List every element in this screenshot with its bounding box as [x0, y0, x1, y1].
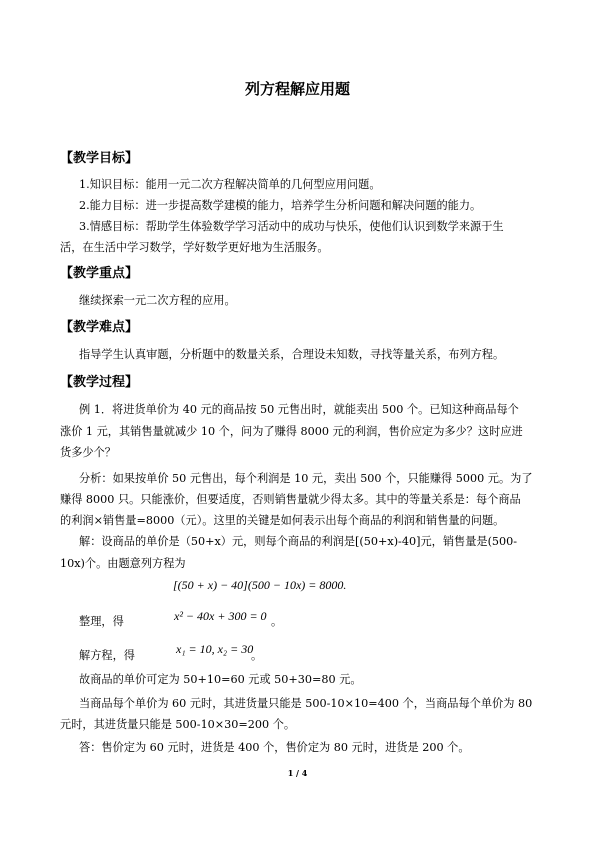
page-number: 1 / 4	[287, 768, 308, 778]
process-line: 的利润×销售量=8000（元）。这里的关键是如何表示出每个商品的利润和销售量的问题。	[60, 514, 505, 527]
page-title: 列方程解应用题	[244, 80, 350, 98]
goal-line: 3.情感目标：帮助学生体验数学学习活动中的成功与快乐，使他们认识到数学来源于生	[79, 220, 504, 233]
equation-3-period: 。	[251, 649, 263, 662]
answer-line: 答：售价定为 60 元时，进货是 400 个，售价定为 80 元时，进货是 200 个。	[79, 741, 470, 754]
process-line: 赚得 8000 只。只能涨价，但要适度，否则销售量就少得太多。其中的等量关系是：每个商品	[60, 493, 521, 506]
conclusion-line: 元时，其进货量只能是 500-10×30=200 个。	[60, 718, 296, 731]
process-line: 分析：如果按单价 50 元售出，每个利润是 10 元，卖出 500 个，只能赚得 5000 元。为了	[79, 472, 533, 485]
process-line: 货多少个？	[60, 446, 116, 459]
process-line: 涨价 1 元，其销售量就减少 10 个，问为了赚得 8000 元的利润，售价应定为多少？这时应进	[60, 425, 523, 438]
solve-label: 解方程，得	[79, 649, 135, 662]
process-heading: 【教学过程】	[60, 375, 139, 390]
difficult-line: 指导学生认真审题，分析题中的数量关系，合理设未知数，寻找等量关系，布列方程。	[79, 348, 505, 361]
goals-heading: 【教学目标】	[60, 151, 139, 166]
equation-1: [(50 + x) − 40](500 − 10x) = 8000.	[173, 578, 347, 592]
conclusion-line: 当商品每个单价为 60 元时，其进货量只能是 500-10×10=400 个，当商品每个单价为 80	[79, 697, 533, 710]
goal-line: 1.知识目标：能用一元二次方程解决简单的几何型应用问题。	[79, 178, 381, 191]
conclusion-line: 故商品的单价可定为 50+10=60 元或 50+30=80 元。	[79, 673, 362, 686]
goal-line: 2.能力目标：进一步提高数学建模的能力，培养学生分析问题和解决问题的能力。	[79, 199, 482, 212]
process-line: 10x)个。由题意列方程为	[60, 557, 186, 570]
equation-2-period: 。	[271, 615, 283, 628]
process-line: 解：设商品的单价是（50+x）元，则每个商品的利润是[(50+x)-40]元，销售量是(500-	[79, 535, 518, 548]
equation-3: x₁ = 10, x₂ = 30	[176, 642, 254, 656]
key-line: 继续探索一元二次方程的应用。	[79, 294, 236, 307]
difficult-heading: 【教学难点】	[60, 320, 139, 335]
goal-line: 活，在生活中学习数学，学好数学更好地为生活服务。	[60, 241, 329, 254]
simplify-label: 整理，得	[79, 615, 124, 628]
key-heading: 【教学重点】	[60, 266, 139, 281]
equation-2: x² − 40x + 300 = 0	[174, 609, 267, 623]
process-line: 例 1．将进货单价为 40 元的商品按 50 元售出时，就能卖出 500 个。已知这种商品每个	[79, 403, 519, 416]
